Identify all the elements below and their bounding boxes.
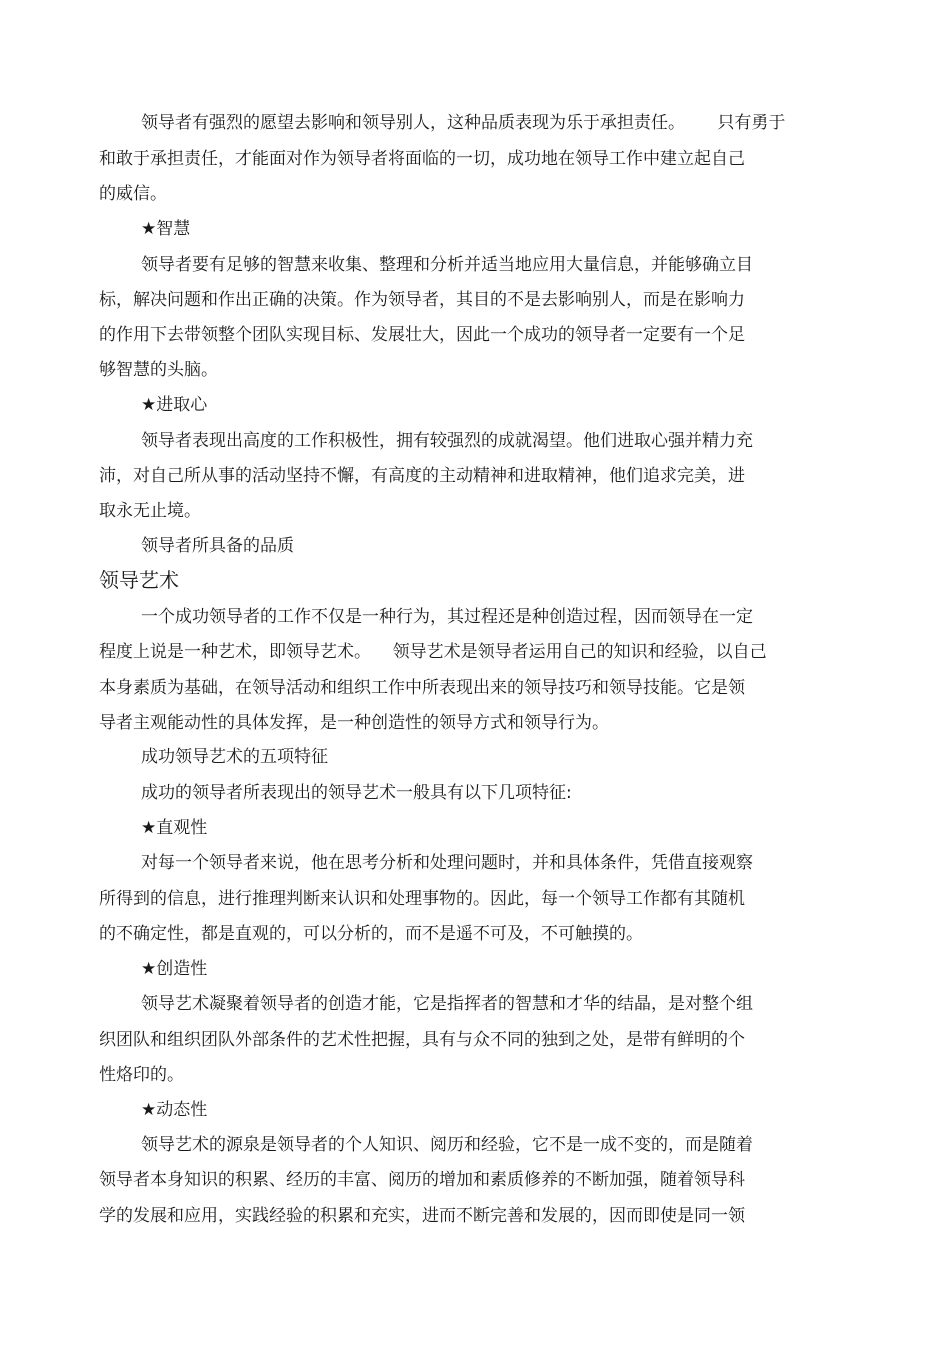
paragraph-wisdom-line-3: 的作用下去带领整个团队实现目标、发展壮大，因此一个成功的领导者一定要有一个足	[99, 325, 745, 345]
section-title-leadership-art: 领导艺术	[99, 568, 179, 592]
paragraph-creative-line-3: 性烙印的。	[99, 1065, 184, 1085]
paragraph-ambition-line-3: 取永无止境。	[99, 501, 201, 521]
paragraph-ambition-line-2: 沛，对自己所从事的活动坚持不懈，有高度的主动精神和进取精神，他们追求完美，进	[99, 466, 745, 486]
paragraph-dynamic-line-3: 学的发展和应用，实践经验的积累和充实，进而不断完善和发展的，因而即使是同一领	[99, 1206, 745, 1226]
paragraph-intuitive-line-1: 对每一个领导者来说，他在思考分析和处理问题时，并和具体条件，凭借直接观察	[141, 853, 753, 873]
paragraph-ambition-line-1: 领导者表现出高度的工作积极性，拥有较强烈的成就渴望。他们进取心强并精力充	[141, 431, 753, 451]
paragraph-intuitive-line-2: 所得到的信息，进行推理判断来认识和处理事物的。因此，每一个领导工作都有其随机	[99, 889, 745, 909]
paragraph-wisdom-line-2: 标，解决问题和作出正确的决策。作为领导者，其目的不是去影响别人，而是在影响力	[99, 290, 745, 310]
paragraph-dynamic-line-1: 领导艺术的源泉是领导者的个人知识、阅历和经验，它不是一成不变的，而是随着	[141, 1135, 753, 1155]
paragraph-art-line-3: 本身素质为基础，在领导活动和组织工作中所表现出来的领导技巧和领导技能。它是领	[99, 678, 745, 698]
features-intro: 成功的领导者所表现出的领导艺术一般具有以下几项特征:	[141, 783, 572, 803]
heading-intuitive: ★直观性	[141, 818, 208, 838]
qualities-label: 领导者所具备的品质	[141, 536, 294, 556]
paragraph-responsibility-line-2: 和敢于承担责任，才能面对作为领导者将面临的一切，成功地在领导工作中建立起自己	[99, 149, 745, 169]
paragraph-art-line-2: 程度上说是一种艺术，即领导艺术。 领导艺术是领导者运用自己的知识和经验，以自己	[99, 642, 767, 662]
paragraph-creative-line-1: 领导艺术凝聚着领导者的创造才能，它是指挥者的智慧和才华的结晶，是对整个组	[141, 994, 753, 1014]
heading-ambition: ★进取心	[141, 395, 208, 415]
paragraph-responsibility-line-3: 的威信。	[99, 184, 167, 204]
paragraph-dynamic-line-2: 领导者本身知识的积累、经历的丰富、阅历的增加和素质修养的不断加强，随着领导科	[99, 1170, 745, 1190]
paragraph-art-line-4: 导者主观能动性的具体发挥，是一种创造性的领导方式和领导行为。	[99, 713, 609, 733]
heading-creative: ★创造性	[141, 959, 208, 979]
paragraph-responsibility-line-1: 领导者有强烈的愿望去影响和领导别人，这种品质表现为乐于承担责任。 只有勇于	[141, 113, 786, 133]
heading-dynamic: ★动态性	[141, 1100, 208, 1120]
heading-wisdom: ★智慧	[141, 219, 191, 239]
five-features-label: 成功领导艺术的五项特征	[141, 747, 328, 767]
paragraph-intuitive-line-3: 的不确定性，都是直观的，可以分析的，而不是遥不可及，不可触摸的。	[99, 924, 643, 944]
paragraph-creative-line-2: 织团队和组织团队外部条件的艺术性把握，具有与众不同的独到之处，是带有鲜明的个	[99, 1030, 745, 1050]
paragraph-art-line-1: 一个成功领导者的工作不仅是一种行为，其过程还是种创造过程，因而领导在一定	[141, 607, 753, 627]
paragraph-wisdom-line-4: 够智慧的头脑。	[99, 360, 218, 380]
paragraph-wisdom-line-1: 领导者要有足够的智慧来收集、整理和分析并适当地应用大量信息，并能够确立目	[141, 255, 753, 275]
